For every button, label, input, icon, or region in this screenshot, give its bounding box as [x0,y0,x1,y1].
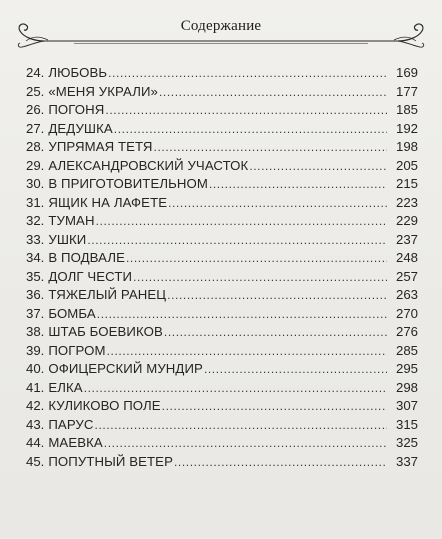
dot-leader [107,342,387,360]
chapter-number: 28. [26,139,45,154]
chapter-title: ПАРУС [48,416,94,432]
dot-leader [126,249,387,267]
dot-leader [174,453,387,471]
dot-leader [96,212,387,230]
dot-leader [105,101,387,119]
toc-entry [26,416,418,434]
toc-entry [26,101,418,119]
dot-leader [104,434,387,452]
chapter-title: УШКИ [48,231,87,247]
page-number: 298 [395,379,418,395]
toc-entry [26,138,418,156]
chapter-number: 27. [26,120,45,136]
page-number: 185 [395,102,418,117]
dot-leader [249,157,387,175]
toc-entry [26,64,418,82]
toc-entry [26,379,418,397]
chapter-number: 35. [26,268,45,284]
dot-leader [167,286,387,304]
chapter-title: УПРЯМАЯ ТЕТЯ [48,139,153,154]
chapter-title: ПОГРОМ [48,342,106,358]
toc-entry [26,249,418,267]
chapter-number: 45. [26,453,45,469]
chapter-number: 29. [26,157,45,173]
chapter-number: 30. [26,176,45,191]
dot-leader [108,64,387,82]
chapter-number: 40. [26,361,45,376]
chapter-title: БОМБА [48,305,96,321]
dot-leader [168,194,387,212]
chapter-title: В ПРИГОТОВИТЕЛЬНОМ [48,176,208,191]
page-number: 237 [395,231,418,247]
page-number: 325 [395,435,418,450]
toc-entry [26,157,418,175]
dot-leader [159,83,387,101]
chapter-title: ШТАБ БОЕВИКОВ [48,324,163,339]
page-number: 307 [395,398,418,413]
page-number: 276 [395,324,418,339]
chapter-number: 41. [26,379,45,395]
toc-entry [26,397,418,415]
dot-leader [133,268,387,286]
chapter-title: В ПОДВАЛЕ [48,250,125,265]
page-number: 270 [395,305,418,321]
chapter-title: ЯЩИК НА ЛАФЕТЕ [48,194,168,210]
chapter-title: МАЕВКА [48,435,103,450]
chapter-number: 32. [26,213,45,228]
toc-entry [26,120,418,138]
chapter-number: 42. [26,398,45,413]
page-number: 337 [395,453,418,469]
chapter-title: ЕЛКА [48,379,83,395]
chapter-title: «МЕНЯ УКРАЛИ» [48,83,158,99]
chapter-title: ТЯЖЕЛЫЙ РАНЕЦ [48,287,167,302]
dot-leader [97,305,387,323]
chapter-number: 34. [26,250,45,265]
toc-entry [26,212,418,230]
toc-entry [26,323,418,341]
chapter-number: 37. [26,305,45,321]
chapter-title: АЛЕКСАНДРОВСКИЙ УЧАСТОК [48,157,249,173]
dot-leader [114,120,387,138]
toc-entry [26,286,418,304]
dot-leader [204,360,387,378]
chapter-number: 44. [26,435,45,450]
dot-leader [162,397,387,415]
toc-entry [26,83,418,101]
page-number: 223 [395,194,418,210]
chapter-number: 33. [26,231,45,247]
chapter-number: 24. [26,65,45,80]
dot-leader [154,138,387,156]
chapter-number: 39. [26,342,45,358]
toc-entry [26,231,418,249]
chapter-title: ПОГОНЯ [48,102,105,117]
page-number: 257 [395,268,418,284]
chapter-title: ЛЮБОВЬ [48,65,108,80]
page-number: 192 [395,120,418,136]
page-number: 315 [395,416,418,432]
page-number: 215 [395,176,418,191]
toc-entry [26,175,418,193]
chapter-title: КУЛИКОВО ПОЛЕ [48,398,161,413]
chapter-number: 38. [26,324,45,339]
dot-leader [84,379,387,397]
toc-entry [26,434,418,452]
chapter-title: ДЕДУШКА [48,120,113,136]
chapter-title: ПОПУТНЫЙ ВЕТЕР [48,453,173,469]
chapter-number: 31. [26,194,45,210]
toc-entry [26,453,418,471]
dot-leader [164,323,387,341]
chapter-title: ТУМАН [48,213,95,228]
dot-leader [209,175,387,193]
page-number: 198 [395,139,418,154]
page-number: 248 [395,250,418,265]
page-number: 263 [395,287,418,302]
toc-entry [26,194,418,212]
toc-entry [26,342,418,360]
dot-leader [95,416,387,434]
chapter-number: 36. [26,287,45,302]
page-number: 169 [395,65,418,80]
dot-leader [87,231,387,249]
chapter-number: 25. [26,83,45,99]
toc-entry [26,268,418,286]
page-number: 229 [395,213,418,228]
page-number: 285 [395,342,418,358]
chapter-title: ОФИЦЕРСКИЙ МУНДИР [48,361,203,376]
toc-entry [26,360,418,378]
page-number: 205 [395,157,418,173]
page-number: 177 [395,83,418,99]
chapter-number: 43. [26,416,45,432]
toc-entry [26,305,418,323]
page-title: Содержание [180,18,262,34]
page-header [14,14,428,54]
chapter-number: 26. [26,102,45,117]
chapter-title: ДОЛГ ЧЕСТИ [48,268,133,284]
page-number: 295 [395,361,418,376]
